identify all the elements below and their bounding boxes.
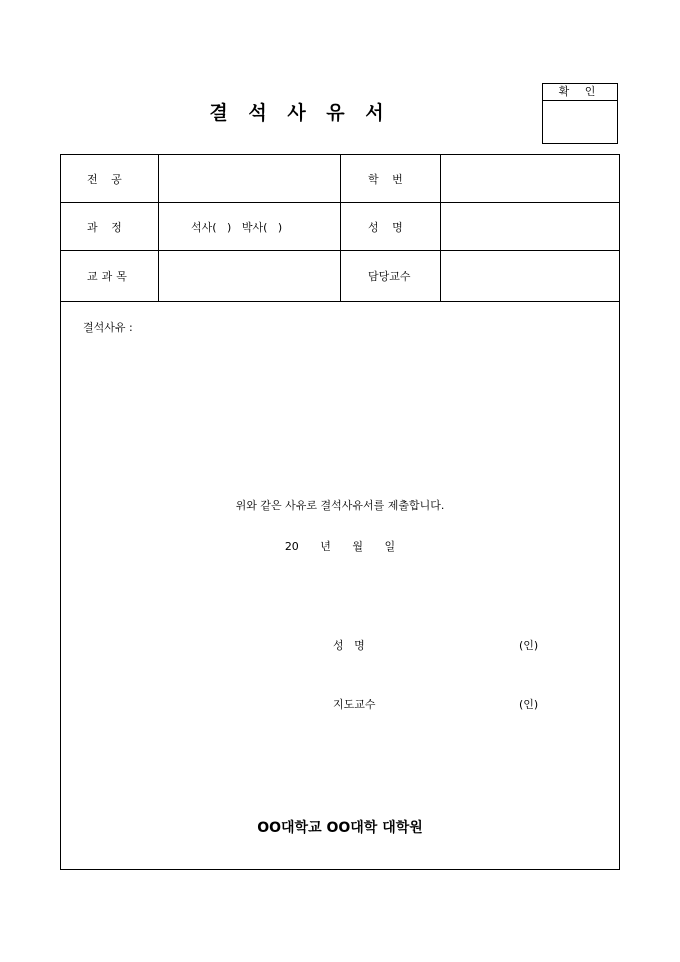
confirm-label: 확 인 xyxy=(543,84,617,101)
absence-form xyxy=(60,154,620,870)
student-id-field[interactable] xyxy=(441,155,619,202)
program-options[interactable]: 석사( ) 박사( ) xyxy=(159,203,341,250)
professor-label: 담당교수 xyxy=(341,251,441,301)
absence-reason-label: 결석사유 : xyxy=(83,321,133,334)
form-row-major xyxy=(61,155,619,203)
major-field[interactable] xyxy=(159,155,341,202)
confirm-stamp-box xyxy=(542,83,618,144)
name-field[interactable] xyxy=(441,203,619,250)
student-id-label: 학 번 xyxy=(341,155,441,202)
submission-date: 20 년 월 일 xyxy=(284,540,396,553)
student-name-label: 성 명 xyxy=(333,639,365,652)
professor-field[interactable] xyxy=(441,251,619,301)
form-row-course xyxy=(61,203,619,251)
advisor-seal-mark: (인) xyxy=(519,698,539,711)
submission-statement: 위와 같은 사유로 결석사유서를 제출합니다. xyxy=(235,499,445,512)
confirm-stamp-area[interactable] xyxy=(543,101,617,143)
form-row-subject xyxy=(61,251,619,302)
student-seal-mark: (인) xyxy=(519,639,539,652)
program-label: 과 정 xyxy=(61,203,159,250)
advisor-label: 지도교수 xyxy=(333,698,376,711)
subject-label: 교과목 xyxy=(61,251,159,301)
document-title: 결 석 사 유 서 xyxy=(209,102,391,124)
subject-field[interactable] xyxy=(159,251,341,301)
major-label: 전 공 xyxy=(61,155,159,202)
institution-name: OO대학교 OO대학 대학원 xyxy=(257,820,423,836)
name-label: 성 명 xyxy=(341,203,441,250)
